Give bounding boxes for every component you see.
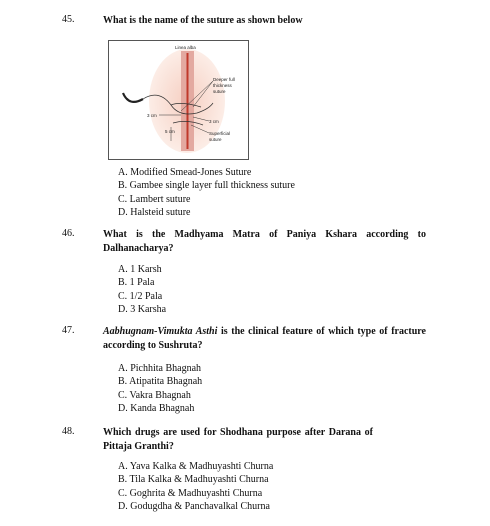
label-3cm-left: 3 cm <box>147 113 157 118</box>
label-5cm: 5 cm <box>165 129 175 134</box>
option-b: B. Atipatita Bhagnah <box>118 376 203 388</box>
needle-icon <box>123 93 143 102</box>
option-b: B. Tila Kalka & Madhuyashti Churna <box>118 474 269 486</box>
option-a: A. Yava Kalka & Madhuyashti Churna <box>118 461 274 472</box>
label-linea-alba: Linea alba <box>175 45 196 50</box>
option-d: D. Godugdha & Panchavalkal Churna <box>118 500 270 512</box>
options-45 <box>118 166 295 219</box>
label-3cm-mid: 3 cm <box>209 119 219 124</box>
option-d: D. 3 Karsha <box>118 303 167 315</box>
suture-figure <box>108 40 249 160</box>
question-number: 45. <box>62 14 75 25</box>
question-text: Which drugs are used for Shodhana purpose after Darana of Pittaja Granthi? <box>103 427 373 452</box>
question-text-rest: is the clinical feature of which type of fracture according to Sushruta? <box>103 326 426 351</box>
option-a: A. 1 Karsh <box>118 264 162 275</box>
label-suture: suture <box>213 89 226 94</box>
option-b: B. Gambee single layer full thickness suture <box>118 180 295 192</box>
question-text <box>103 325 426 353</box>
option-d: D. Kanda Bhagnah <box>118 402 195 414</box>
option-c: C. Lambert suture <box>118 193 191 205</box>
option-d: D. Halsteid suture <box>118 206 191 218</box>
question-number: 46. <box>62 228 75 239</box>
label-deeper: Deeper full <box>213 77 235 82</box>
label-superficial-suture: suture <box>209 137 222 142</box>
question-number: 47. <box>62 325 75 336</box>
question-text: What is the Madhyama Matra of Paniya Kshara according to Dalhanacharya? <box>103 229 426 254</box>
options-47 <box>118 362 202 415</box>
option-b: B. 1 Pala <box>118 277 155 289</box>
suture-diagram <box>109 41 248 159</box>
label-thickness: thickness <box>213 83 232 88</box>
options-46 <box>118 263 166 316</box>
option-a: A. Pichhita Bhagnah <box>118 363 202 374</box>
question-number: 48. <box>62 426 75 437</box>
options-48 <box>118 460 273 513</box>
option-a: A. Modified Smead-Jones Suture <box>118 167 252 178</box>
option-c: C. 1/2 Pala <box>118 290 163 302</box>
label-superficial: Superficial <box>209 131 231 136</box>
question-text-italic: Aabhugnam-Vimukta Asthi <box>103 326 218 337</box>
option-c: C. Vakra Bhagnah <box>118 389 191 401</box>
option-c: C. Goghrita & Madhuyashti Churna <box>118 487 263 499</box>
question-text: What is the name of the suture as shown below <box>103 15 303 26</box>
